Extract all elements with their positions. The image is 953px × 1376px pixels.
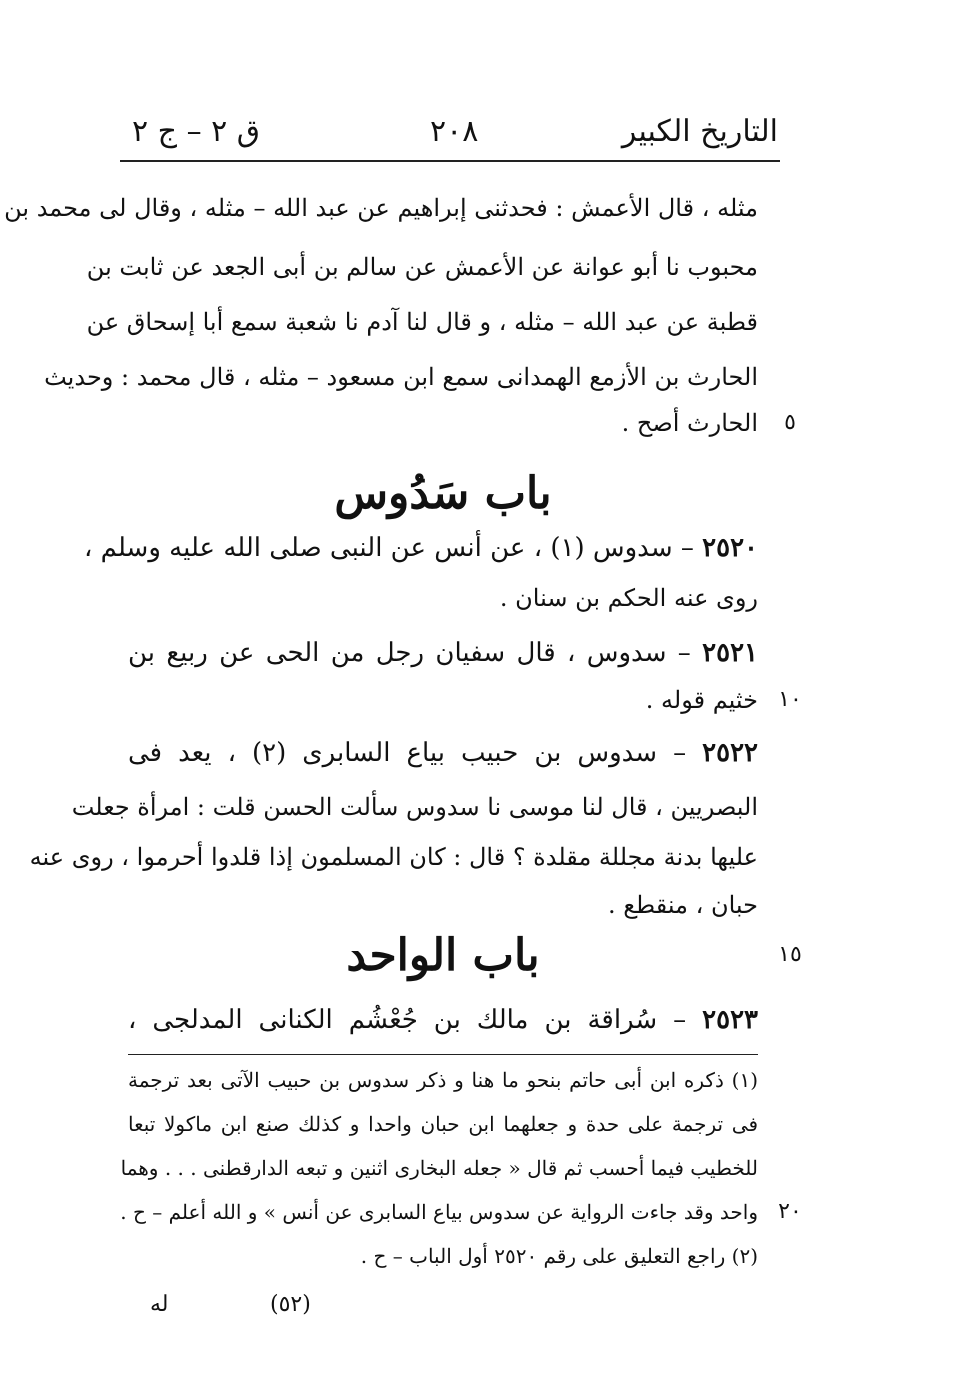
entry-line: روى عنه الحكم بن سنان . xyxy=(499,584,758,612)
entry-number: ٢٥٢٢ xyxy=(702,738,759,768)
header-rule xyxy=(120,160,780,162)
body-line: قطبة عن عبد الله – مثله ، و قال لنا آدم نا شعبة سمع أبا إسحاق عن xyxy=(86,308,758,336)
line-number-margin: ٥ xyxy=(784,410,796,435)
catchword: له xyxy=(150,1292,169,1317)
entry-text: – سُراقة بن مالك بن جُعْشُم الكنانى المدلجى ، xyxy=(128,1005,687,1035)
line-number-margin: ١٥ xyxy=(778,942,802,967)
entry-line xyxy=(128,733,758,773)
body-line: مثله ، قال الأعمش : فحدثنى إبراهيم عن عبد الله – مثله ، وقال لى محمد بن xyxy=(4,194,758,222)
entry-number: ٢٥٢٠ xyxy=(702,533,758,563)
entry-line: عليها بدنة مجللة مقلدة ؟ قال : كان المسلمون إذا قلدوا أحرموا ، روى عنه xyxy=(29,843,758,871)
body-line: محبوب نا أبو عوانة عن الأعمش عن سالم بن أبى الجعد عن ثابت بن xyxy=(86,253,758,281)
entry-line xyxy=(128,633,758,673)
footnote-line: واحد وقد جاءت الرواية عن سدوس بياع السابرى عن أنس » و الله أعلم – ح . xyxy=(120,1200,758,1224)
entry-number: ٢٥٢٣ xyxy=(702,1005,759,1035)
body-line: الحارث أصح . xyxy=(621,409,758,437)
entry-text: – سدوس (١) ، عن أنس عن النبى صلى الله عليه وسلم ، xyxy=(83,533,694,563)
entry-number: ٢٥٢١ xyxy=(702,638,758,668)
footnote-line: (١) ذكره ابن أبى حاتم بنحو ما هنا و ذكر سدوس بن حبيب الآتى بعد ترجمة xyxy=(128,1068,758,1092)
chapter-heading: باب الواحد xyxy=(346,930,540,981)
footnote-rule xyxy=(128,1054,758,1055)
entry-text: – سدوس ، قال سفيان رجل من الحى عن ربيع بن xyxy=(128,638,691,668)
entry-line xyxy=(128,1000,758,1040)
body-line: الحارث بن الأزمع الهمدانى سمع ابن مسعود – مثله ، قال محمد : وحديث xyxy=(44,363,758,391)
line-number-margin: ١٠ xyxy=(778,687,802,712)
entry-line: خثيم قوله . xyxy=(645,686,758,714)
signature-mark: (٥٢) xyxy=(270,1292,311,1317)
entry-line xyxy=(83,528,758,568)
entry-text: – سدوس بن حبيب بياع السابرى (٢) ، يعد فى xyxy=(128,738,687,768)
footnote-line: للخطيب فيما أحسب ثم قال « جعله البخارى اثنين و تبعه الدارقطنى . . . وهما xyxy=(120,1156,758,1180)
page-number: ٢٠٨ xyxy=(430,114,479,149)
chapter-heading: باب سَدُوس xyxy=(334,468,552,519)
entry-line: حبان ، منقطع . xyxy=(608,891,758,919)
entry-line: البصريين ، قال لنا موسى نا سدوس سألت الحسن قلت : امرأة جعلت xyxy=(71,793,758,821)
footnote-line: (٢) راجع التعليق على رقم ٢٥٢٠ أول الباب – ح . xyxy=(360,1244,758,1268)
footnote-line: فى ترجمة على حدة و جعلهما ابن حبان واحدا و كذلك صنع ابن ماكولا تبعا xyxy=(128,1112,758,1136)
running-title: التاريخ الكبير xyxy=(621,114,778,149)
line-number-margin: ٢٠ xyxy=(778,1199,802,1224)
volume-marker: ق ٢ – ج ٢ xyxy=(132,114,261,149)
